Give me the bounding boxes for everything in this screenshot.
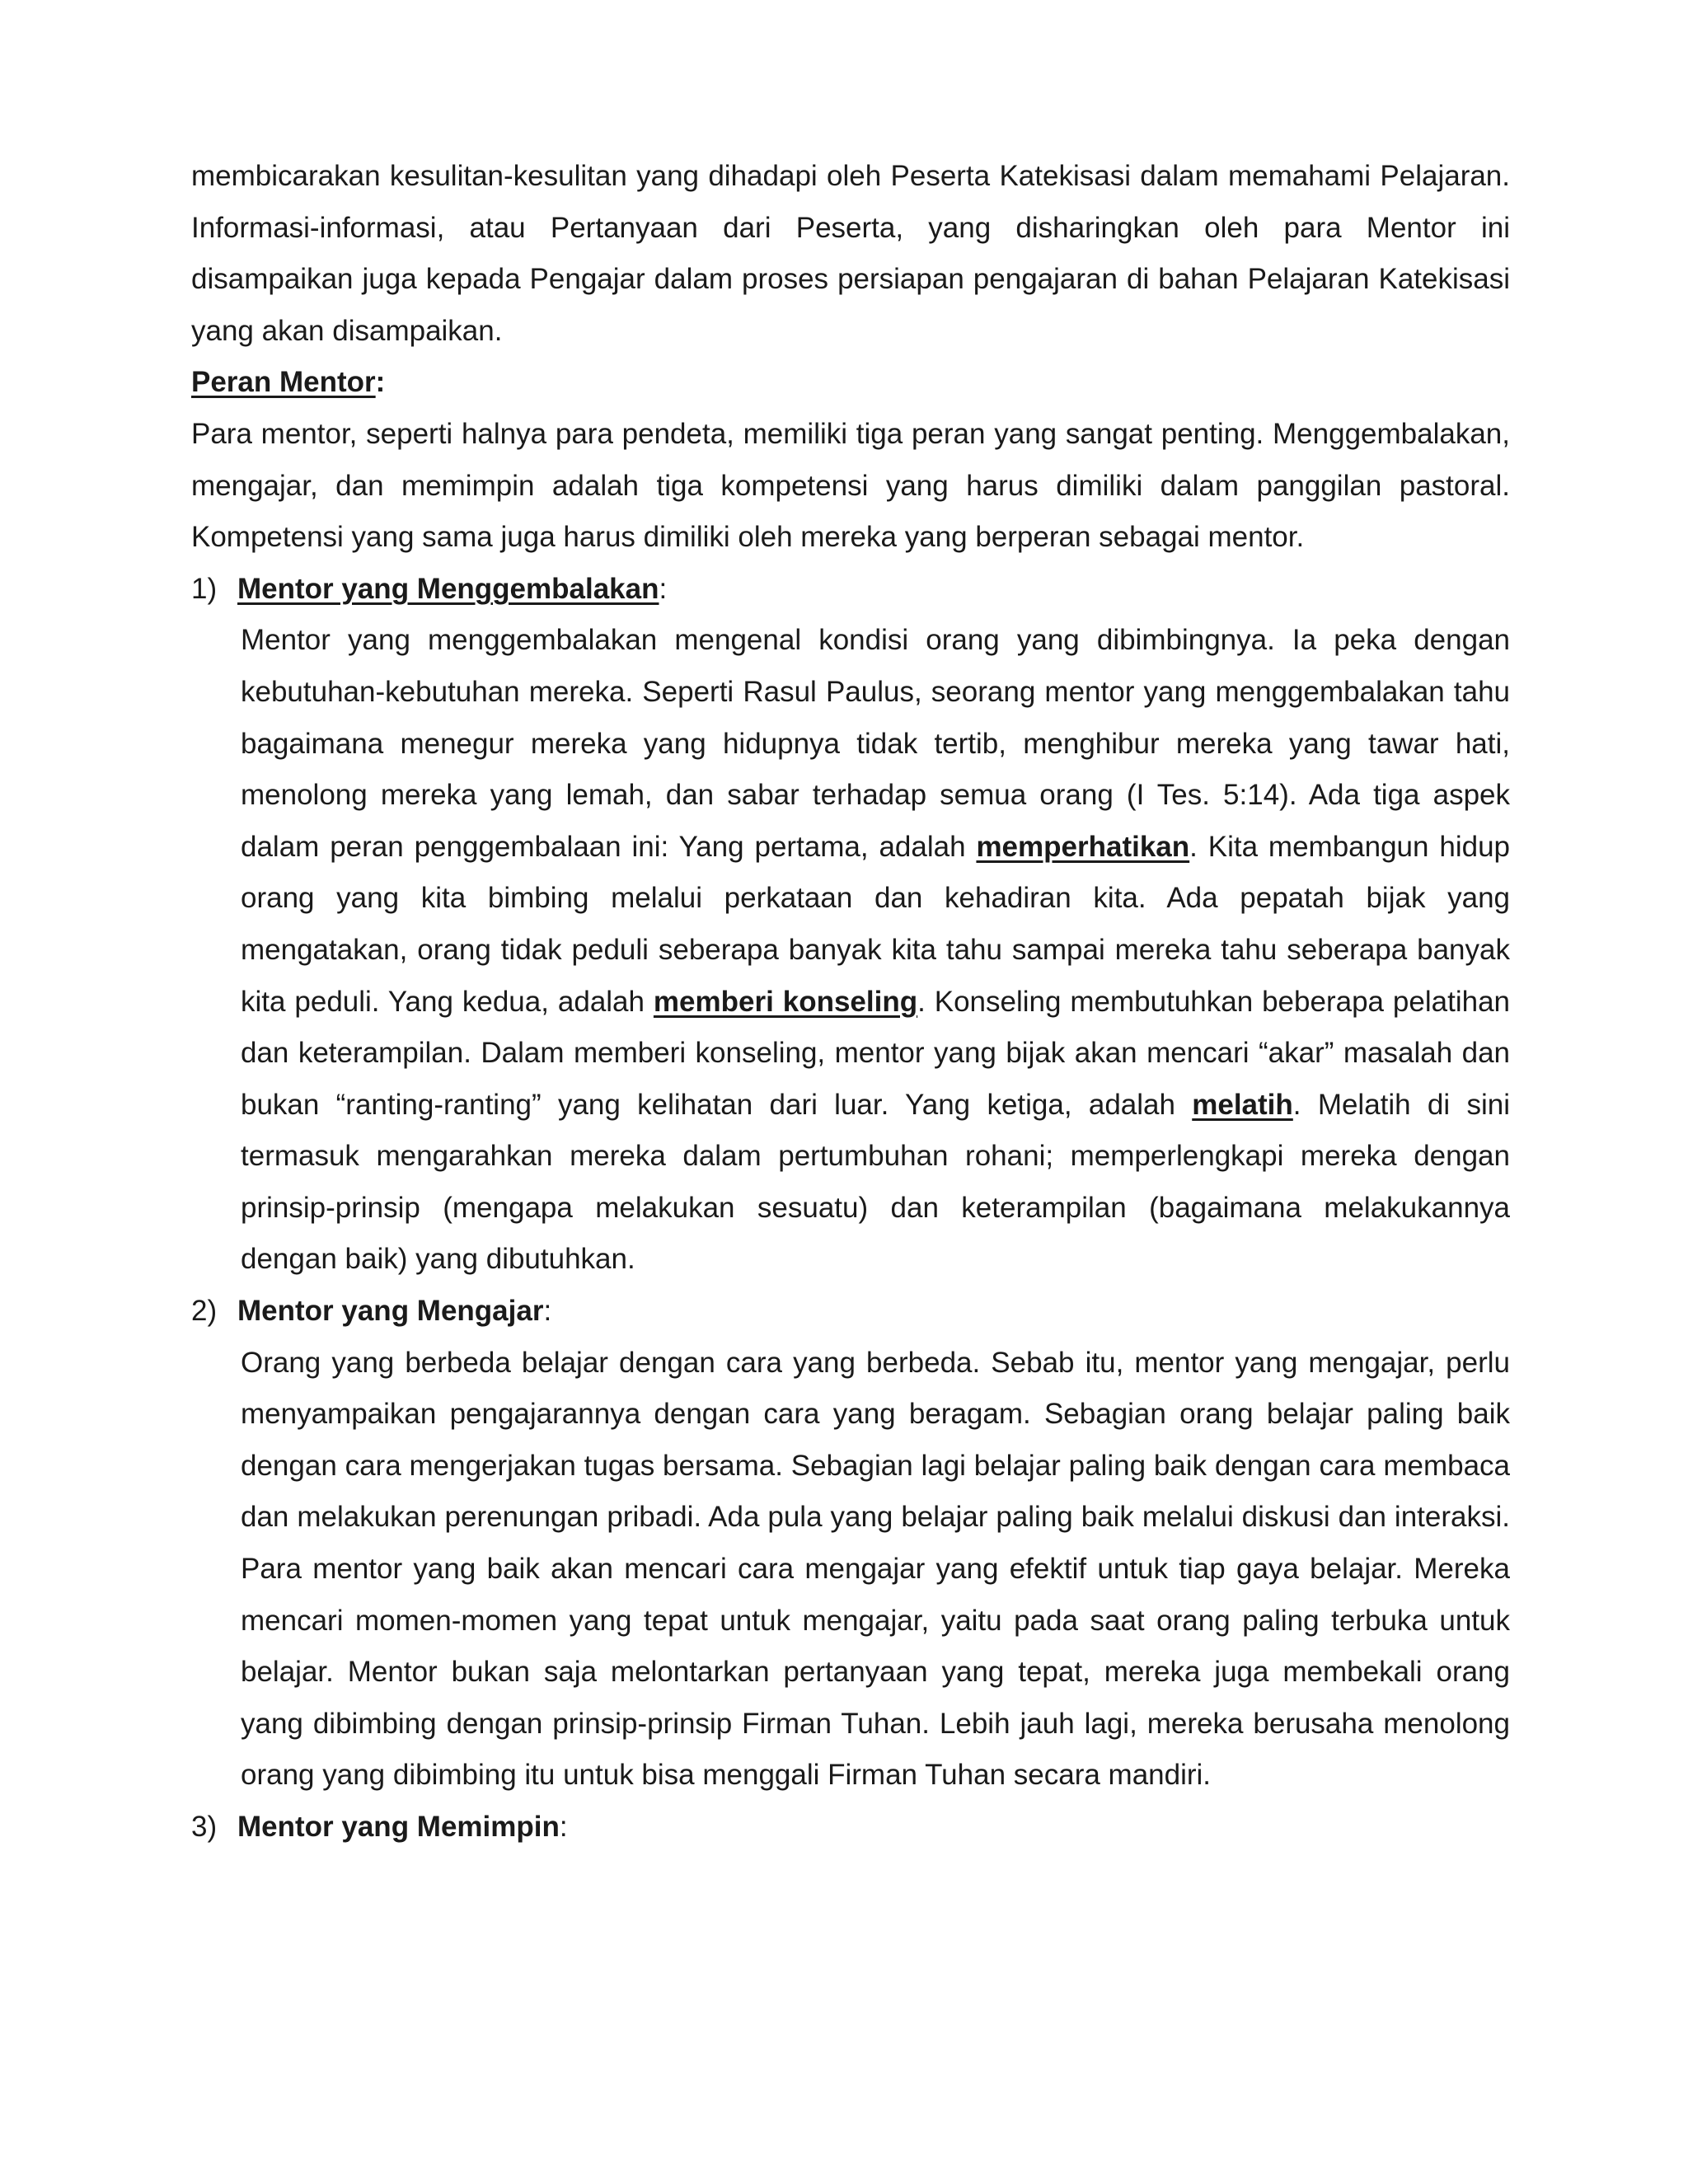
peran-mentor-paragraph: Para mentor, seperti halnya para pendeta, memiliki tiga peran yang sangat penting. Menggembalakan, mengajar, dan memimpin adalah tiga kompetensi yang harus dimiliki dalam panggilan pastoral. Kompetensi yang sama juga harus dimiliki oleh mereka yang berperan sebagai mentor. xyxy=(191,417,1510,554)
keyword-melatih: melatih xyxy=(1192,1088,1293,1121)
list-item-1-colon: : xyxy=(659,572,668,605)
keyword-memberi-konseling: memberi konseling xyxy=(653,985,918,1018)
list-item-1-text-part-1: Mentor yang menggembalakan mengenal kondisi orang yang dibimbingnya. Ia peka dengan kebutuhan-kebutuhan mereka. Seperti Rasul Paulus, seorang mentor yang menggembalakan tahu bagaimana menegur mereka yang hidupnya tidak tertib, menghibur mereka yang tawar hati, menolong mereka yang lemah, dan sabar terhadap semua orang (I Tes. 5:14). Ada tiga aspek dalam peran penggembalaan ini: Yang pertama, adalah xyxy=(241,624,1510,863)
list-item-1-text-part-4: . Melatih di sini termasuk mengarahkan mereka dalam pertumbuhan rohani; memperlengkapi mereka dengan prinsip-prinsip (mengapa melakukan sesuatu) dan keterampilan (bagaimana melakukannya dengan baik) yang dibutuhkan. xyxy=(241,1088,1510,1276)
peran-mentor-heading xyxy=(191,357,1510,409)
peran-mentor-heading-text: Peran Mentor xyxy=(191,366,376,399)
list-item-3-number: 3) xyxy=(191,1811,218,1843)
list-item-3-heading xyxy=(191,1802,1510,1854)
list-item-3-colon: : xyxy=(559,1811,568,1843)
list-item-3-title: Mentor yang Memimpin xyxy=(237,1811,560,1843)
list-item-2-heading xyxy=(191,1286,1510,1338)
list-item-1-number: 1) xyxy=(191,572,218,605)
list-item-1-text-part-3: . Konseling membutuhkan beberapa pelatihan dan keterampilan. Dalam memberi konseling, mentor yang bijak akan mencari “akar” masalah dan bukan “ranting-ranting” yang kelihatan dari luar. Yang ketiga, adalah xyxy=(241,985,1510,1121)
list-item-1-title: Mentor yang Menggembalakan xyxy=(237,572,659,605)
document-page xyxy=(191,151,1510,1854)
list-item-1-text-part-2: . Kita membangun hidup orang yang kita bimbing melalui perkataan dan kehadiran kita. Ada pepatah bijak yang mengatakan, orang tidak peduli seberapa banyak kita tahu sampai mereka tahu seberapa banyak kita peduli. Yang kedua, adalah xyxy=(241,830,1510,1018)
list-item-2-title: Mentor yang Mengajar xyxy=(237,1295,544,1328)
list-item-2-paragraph: Orang yang berbeda belajar dengan cara yang berbeda. Sebab itu, mentor yang mengajar, perlu menyampaikan pengajarannya dengan cara yang beragam. Sebagian orang belajar paling baik dengan cara mengerjakan tugas bersama. Sebagian lagi belajar paling baik dengan cara membaca dan melakukan perenungan pribadi. Ada pula yang belajar paling baik melalui diskusi dan interaksi. Para mentor yang baik akan mencari cara mengajar yang efektif untuk tiap gaya belajar. Mereka mencari momen-momen yang tepat untuk mengajar, yaitu pada saat orang paling terbuka untuk belajar. Mentor bukan saja melontarkan pertanyaan yang tepat, mereka juga membekali orang yang dibimbing dengan prinsip-prinsip Firman Tuhan. Lebih jauh lagi, mereka berusaha menolong orang yang dibimbing itu untuk bisa menggali Firman Tuhan secara mandiri. xyxy=(241,1346,1510,1792)
keyword-memperhatikan: memperhatikan xyxy=(976,830,1190,863)
list-item-2-colon: : xyxy=(543,1295,552,1328)
list-item-1-paragraph xyxy=(241,615,1510,1286)
peran-mentor-heading-colon: : xyxy=(375,366,386,399)
intro-paragraph: membicarakan kesulitan-kesulitan yang dihadapi oleh Peserta Katekisasi dalam memahami Pelajaran. Informasi-informasi, atau Pertanyaan dari Peserta, yang disharingkan oleh para Mentor ini disampaikan juga kepada Pengajar dalam proses persiapan pengajaran di bahan Pelajaran Katekisasi yang akan disampaikan. xyxy=(191,160,1510,347)
list-item-2-number: 2) xyxy=(191,1295,218,1328)
list-item-1-heading xyxy=(191,564,1510,616)
